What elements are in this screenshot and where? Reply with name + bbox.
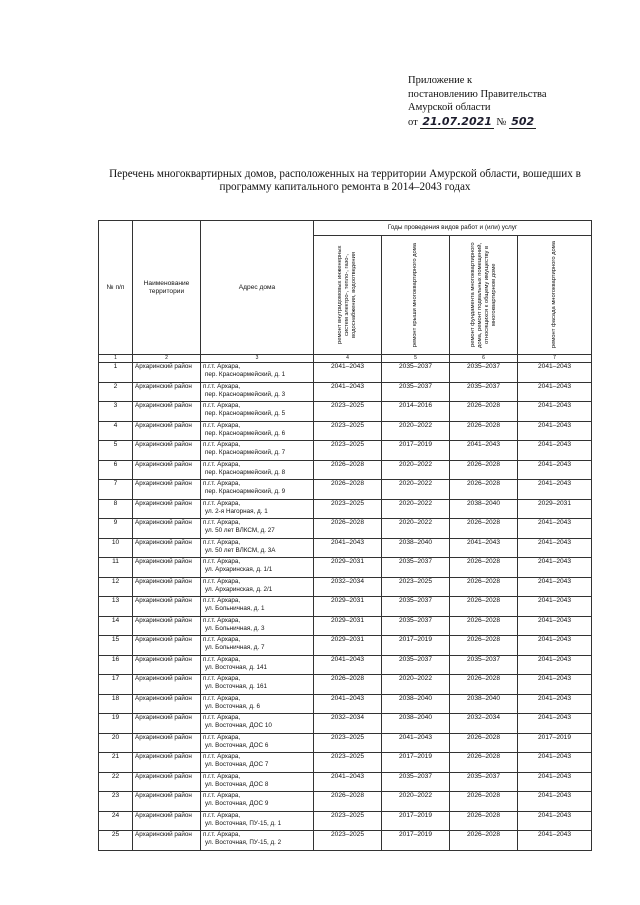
row-number: 8: [99, 499, 133, 519]
row-number: 19: [99, 714, 133, 734]
row-address: [201, 421, 314, 441]
row-address: [201, 382, 314, 402]
table-row: [99, 714, 592, 734]
row-roof-years: 2020–2022: [382, 460, 450, 480]
row-number: 18: [99, 694, 133, 714]
row-foundation-years: 2026–2028: [450, 733, 518, 753]
row-systems-years: 2032–2034: [314, 714, 382, 734]
row-address: [201, 733, 314, 753]
row-facade-years: 2041–2043: [518, 402, 592, 422]
row-foundation-years: 2026–2028: [450, 831, 518, 851]
header-group: Годы проведения видов работ и (или) услуг: [314, 221, 592, 236]
row-address: [201, 558, 314, 578]
address-line-2: ул. Восточная, д. 6: [205, 702, 261, 710]
row-number: 14: [99, 616, 133, 636]
row-roof-years: 2035–2037: [382, 597, 450, 617]
row-systems-years: 2041–2043: [314, 538, 382, 558]
row-address: [201, 694, 314, 714]
row-number: 13: [99, 597, 133, 617]
row-region: Архаринский район: [133, 792, 201, 812]
address-line-2: ул. Больничная, д. 1: [205, 605, 265, 612]
approval-line-2: постановлению Правительства: [408, 88, 547, 100]
approval-number: 502: [511, 114, 535, 128]
row-number: 4: [99, 421, 133, 441]
address-line-1: п.г.т. Архара,: [203, 714, 241, 721]
row-number: 10: [99, 538, 133, 558]
col-number: 1: [99, 355, 133, 363]
address-line-1: п.г.т. Архара,: [203, 441, 241, 448]
row-region: Архаринский район: [133, 363, 201, 383]
row-region: Архаринский район: [133, 772, 201, 792]
row-number: 16: [99, 655, 133, 675]
row-foundation-years: 2026–2028: [450, 753, 518, 773]
row-systems-years: 2041–2043: [314, 694, 382, 714]
address-line-1: п.г.т. Архара,: [203, 538, 241, 546]
address-line-2: ул. Архаринская, д. 1/1: [205, 566, 273, 573]
approval-line-4: [408, 115, 608, 130]
row-systems-years: 2026–2028: [314, 460, 382, 480]
address-line-1: п.г.т. Архара,: [203, 577, 241, 585]
table-row: [99, 499, 592, 519]
row-region: Архаринский район: [133, 402, 201, 422]
row-number: 11: [99, 558, 133, 578]
address-line-1: п.г.т. Архара,: [203, 811, 241, 819]
row-address: [201, 499, 314, 519]
row-number: 17: [99, 675, 133, 695]
col-number: 3: [201, 355, 314, 363]
row-foundation-years: 2038–2040: [450, 694, 518, 714]
row-foundation-years: 2026–2028: [450, 558, 518, 578]
row-foundation-years: 2038–2040: [450, 499, 518, 519]
address-line-2: ул. Восточная, ДОС 7: [205, 761, 269, 768]
row-roof-years: 2035–2037: [382, 616, 450, 636]
address-line-2: ул. 50 лет ВЛКСМ, д. 3А: [205, 546, 276, 554]
row-facade-years: 2041–2043: [518, 577, 592, 597]
table-row: [99, 519, 592, 539]
approval-date: 21.07.2021: [422, 114, 492, 128]
row-region: Архаринский район: [133, 616, 201, 636]
header-address: Адрес дома: [201, 221, 314, 355]
row-number: 2: [99, 382, 133, 402]
row-systems-years: 2041–2043: [314, 655, 382, 675]
row-region: Архаринский район: [133, 577, 201, 597]
table-row: [99, 421, 592, 441]
row-region: Архаринский район: [133, 675, 201, 695]
address-line-1: п.г.т. Архара,: [203, 753, 241, 760]
address-line-1: п.г.т. Архара,: [203, 655, 241, 663]
row-number: 24: [99, 811, 133, 831]
address-line-1: п.г.т. Архара,: [203, 616, 241, 624]
row-facade-years: 2017–2019: [518, 733, 592, 753]
table-row: [99, 441, 592, 461]
row-roof-years: 2023–2025: [382, 577, 450, 597]
row-address: [201, 831, 314, 851]
table-row: [99, 558, 592, 578]
row-roof-years: 2017–2019: [382, 441, 450, 461]
address-line-1: п.г.т. Архара,: [203, 831, 241, 838]
row-number: 9: [99, 519, 133, 539]
row-foundation-years: 2026–2028: [450, 460, 518, 480]
row-region: Архаринский район: [133, 597, 201, 617]
row-facade-years: 2041–2043: [518, 772, 592, 792]
address-line-1: п.г.т. Архара,: [203, 597, 241, 604]
address-line-1: п.г.т. Архара,: [203, 694, 241, 702]
table-row: [99, 655, 592, 675]
row-facade-years: 2041–2043: [518, 597, 592, 617]
table-row: [99, 597, 592, 617]
row-region: Архаринский район: [133, 694, 201, 714]
row-region: Архаринский район: [133, 499, 201, 519]
row-facade-years: 2041–2043: [518, 792, 592, 812]
row-systems-years: 2023–2025: [314, 753, 382, 773]
address-line-2: пер. Красноармейский, д. 9: [205, 488, 286, 495]
row-number: 23: [99, 792, 133, 812]
approval-line-3: Амурской области: [408, 102, 491, 113]
row-facade-years: 2041–2043: [518, 363, 592, 383]
row-number: 12: [99, 577, 133, 597]
row-address: [201, 636, 314, 656]
row-region: Архаринский район: [133, 441, 201, 461]
row-systems-years: 2029–2031: [314, 636, 382, 656]
row-facade-years: 2041–2043: [518, 714, 592, 734]
row-region: Архаринский район: [133, 831, 201, 851]
col-number: 5: [382, 355, 450, 363]
address-line-2: пер. Красноармейский, д. 3: [205, 390, 286, 398]
row-number: 25: [99, 831, 133, 851]
row-roof-years: 2035–2037: [382, 655, 450, 675]
table-row: [99, 402, 592, 422]
address-line-2: ул. Архаринская, д. 2/1: [205, 585, 273, 593]
row-facade-years: 2041–2043: [518, 538, 592, 558]
row-address: [201, 460, 314, 480]
table-row: [99, 480, 592, 500]
row-systems-years: 2026–2028: [314, 792, 382, 812]
row-region: Архаринский район: [133, 558, 201, 578]
address-line-1: п.г.т. Архара,: [203, 499, 241, 507]
row-region: Архаринский район: [133, 636, 201, 656]
row-facade-years: 2041–2043: [518, 675, 592, 695]
address-line-1: п.г.т. Архара,: [203, 382, 241, 390]
row-foundation-years: 2026–2028: [450, 577, 518, 597]
row-region: Архаринский район: [133, 421, 201, 441]
row-region: Архаринский район: [133, 519, 201, 539]
row-foundation-years: 2026–2028: [450, 402, 518, 422]
row-foundation-years: 2026–2028: [450, 421, 518, 441]
row-foundation-years: 2026–2028: [450, 597, 518, 617]
address-line-1: п.г.т. Архара,: [203, 480, 241, 487]
row-foundation-years: 2041–2043: [450, 441, 518, 461]
address-line-2: ул. 2-я Нагорная, д. 1: [205, 507, 268, 515]
row-address: [201, 792, 314, 812]
row-region: Архаринский район: [133, 733, 201, 753]
address-line-2: ул. Восточная, ДОС 10: [205, 722, 272, 729]
address-line-2: ул. Восточная, ПУ-15, д. 2: [205, 839, 282, 846]
address-line-2: ул. Восточная, ПУ-15, д. 1: [205, 819, 282, 827]
row-foundation-years: 2041–2043: [450, 538, 518, 558]
row-facade-years: 2041–2043: [518, 811, 592, 831]
row-roof-years: 2038–2040: [382, 714, 450, 734]
row-foundation-years: 2035–2037: [450, 363, 518, 383]
row-facade-years: 2041–2043: [518, 616, 592, 636]
row-foundation-years: 2026–2028: [450, 636, 518, 656]
approval-block: [408, 74, 608, 129]
row-systems-years: 2029–2031: [314, 616, 382, 636]
row-number: 1: [99, 363, 133, 383]
address-line-1: п.г.т. Архара,: [203, 675, 241, 682]
row-address: [201, 402, 314, 422]
row-foundation-years: 2035–2037: [450, 382, 518, 402]
row-address: [201, 616, 314, 636]
address-line-2: ул. Больничная, д. 3: [205, 624, 265, 632]
address-line-2: пер. Красноармейский, д. 7: [205, 449, 286, 456]
row-roof-years: 2017–2019: [382, 753, 450, 773]
row-address: [201, 519, 314, 539]
table-row: [99, 733, 592, 753]
row-address: [201, 753, 314, 773]
address-line-2: пер. Красноармейский, д. 6: [205, 429, 286, 437]
row-address: [201, 655, 314, 675]
table-row: [99, 811, 592, 831]
row-facade-years: 2029–2031: [518, 499, 592, 519]
row-region: Архаринский район: [133, 480, 201, 500]
table-row: [99, 363, 592, 383]
row-region: Архаринский район: [133, 655, 201, 675]
table-row: [99, 753, 592, 773]
col-number: 6: [450, 355, 518, 363]
row-foundation-years: 2032–2034: [450, 714, 518, 734]
address-line-2: ул. Восточная, д. 141: [205, 663, 268, 671]
address-line-1: п.г.т. Архара,: [203, 792, 241, 799]
header-col6: ремонт фундамента многоквартирного дома, ремонт подвальных помещений, относящихся к общему имуществу в многоквартирном доме: [450, 236, 518, 355]
row-facade-years: 2041–2043: [518, 460, 592, 480]
row-number: 5: [99, 441, 133, 461]
row-systems-years: 2023–2025: [314, 499, 382, 519]
row-number: 15: [99, 636, 133, 656]
row-facade-years: 2041–2043: [518, 441, 592, 461]
row-foundation-years: 2026–2028: [450, 616, 518, 636]
row-roof-years: 2035–2037: [382, 558, 450, 578]
row-number: 20: [99, 733, 133, 753]
header-col5: ремонт крыши многоквартирного дома: [382, 236, 450, 355]
row-address: [201, 597, 314, 617]
address-line-2: пер. Красноармейский, д. 1: [205, 371, 286, 378]
row-systems-years: 2023–2025: [314, 733, 382, 753]
row-number: 22: [99, 772, 133, 792]
row-address: [201, 675, 314, 695]
row-roof-years: 2035–2037: [382, 382, 450, 402]
row-facade-years: 2041–2043: [518, 480, 592, 500]
table-row: [99, 772, 592, 792]
address-line-2: ул. Восточная, ДОС 9: [205, 800, 269, 807]
row-systems-years: 2023–2025: [314, 402, 382, 422]
row-address: [201, 480, 314, 500]
table-row: [99, 577, 592, 597]
row-roof-years: 2020–2022: [382, 480, 450, 500]
row-address: [201, 363, 314, 383]
row-address: [201, 441, 314, 461]
row-address: [201, 772, 314, 792]
row-roof-years: 2014–2016: [382, 402, 450, 422]
address-line-1: п.г.т. Архара,: [203, 363, 241, 370]
row-foundation-years: 2026–2028: [450, 792, 518, 812]
approval-number-label: №: [496, 116, 507, 128]
row-roof-years: 2041–2043: [382, 733, 450, 753]
address-line-1: п.г.т. Архара,: [203, 460, 241, 468]
approval-line-1: Приложение к: [408, 75, 473, 86]
row-systems-years: 2029–2031: [314, 597, 382, 617]
row-region: Архаринский район: [133, 538, 201, 558]
document-title: Перечень многоквартирных домов, расположенных на территории Амурской области, вошедших в программу капитального ремонта в 2014–2043 годах: [109, 168, 581, 193]
row-region: Архаринский район: [133, 753, 201, 773]
row-systems-years: 2023–2025: [314, 831, 382, 851]
row-region: Архаринский район: [133, 714, 201, 734]
row-address: [201, 714, 314, 734]
row-facade-years: 2041–2043: [518, 636, 592, 656]
row-number: 7: [99, 480, 133, 500]
row-number: 21: [99, 753, 133, 773]
row-facade-years: 2041–2043: [518, 382, 592, 402]
row-roof-years: 2017–2019: [382, 811, 450, 831]
table-row: [99, 792, 592, 812]
table-body: [99, 363, 592, 851]
row-facade-years: 2041–2043: [518, 558, 592, 578]
row-roof-years: 2020–2022: [382, 792, 450, 812]
table-row: [99, 382, 592, 402]
table-row: [99, 636, 592, 656]
address-line-2: ул. Больничная, д. 7: [205, 644, 265, 651]
row-facade-years: 2041–2043: [518, 831, 592, 851]
address-line-2: ул. 50 лет ВЛКСМ, д. 27: [205, 527, 275, 534]
row-systems-years: 2041–2043: [314, 772, 382, 792]
row-roof-years: 2020–2022: [382, 519, 450, 539]
row-systems-years: 2026–2028: [314, 480, 382, 500]
col-number: 7: [518, 355, 592, 363]
address-line-2: ул. Восточная, ДОС 6: [205, 741, 269, 749]
row-number: 3: [99, 402, 133, 422]
row-roof-years: 2020–2022: [382, 499, 450, 519]
address-line-1: п.г.т. Архара,: [203, 733, 241, 741]
address-line-1: п.г.т. Архара,: [203, 519, 241, 526]
address-line-1: п.г.т. Архара,: [203, 402, 241, 409]
address-line-1: п.г.т. Архара,: [203, 772, 241, 780]
row-region: Архаринский район: [133, 811, 201, 831]
row-roof-years: 2020–2022: [382, 675, 450, 695]
row-roof-years: 2035–2037: [382, 772, 450, 792]
row-systems-years: 2023–2025: [314, 441, 382, 461]
row-roof-years: 2035–2037: [382, 363, 450, 383]
address-line-2: ул. Восточная, д. 161: [205, 683, 268, 690]
approval-from-label: от: [408, 116, 418, 128]
row-foundation-years: 2026–2028: [450, 519, 518, 539]
row-roof-years: 2038–2040: [382, 694, 450, 714]
col-number: 4: [314, 355, 382, 363]
table-row: [99, 831, 592, 851]
address-line-2: пер. Красноармейский, д. 8: [205, 468, 286, 476]
housing-table: [98, 220, 592, 851]
row-systems-years: 2041–2043: [314, 382, 382, 402]
header-num: № п/п: [99, 221, 133, 355]
row-foundation-years: 2035–2037: [450, 655, 518, 675]
table-row: [99, 694, 592, 714]
row-address: [201, 811, 314, 831]
row-roof-years: 2038–2040: [382, 538, 450, 558]
row-foundation-years: 2026–2028: [450, 480, 518, 500]
row-facade-years: 2041–2043: [518, 694, 592, 714]
row-systems-years: 2023–2025: [314, 811, 382, 831]
address-line-1: п.г.т. Архара,: [203, 636, 241, 643]
row-systems-years: 2041–2043: [314, 363, 382, 383]
row-address: [201, 538, 314, 558]
row-roof-years: 2017–2019: [382, 831, 450, 851]
row-facade-years: 2041–2043: [518, 519, 592, 539]
address-line-2: ул. Восточная, ДОС 8: [205, 780, 269, 788]
row-facade-years: 2041–2043: [518, 753, 592, 773]
row-region: Архаринский район: [133, 382, 201, 402]
row-systems-years: 2026–2028: [314, 675, 382, 695]
address-line-2: пер. Красноармейский, д. 5: [205, 410, 286, 417]
col-number: 2: [133, 355, 201, 363]
row-systems-years: 2029–2031: [314, 558, 382, 578]
row-systems-years: 2026–2028: [314, 519, 382, 539]
row-roof-years: 2017–2019: [382, 636, 450, 656]
row-foundation-years: 2035–2037: [450, 772, 518, 792]
row-facade-years: 2041–2043: [518, 421, 592, 441]
row-roof-years: 2020–2022: [382, 421, 450, 441]
address-line-1: п.г.т. Архара,: [203, 421, 241, 429]
header-col4: ремонт внутридомовых инженерных систем электро-, тепло-, газо-, водоснабжения, водоотведения: [314, 236, 382, 355]
header-col7: ремонт фасада многоквартирного дома: [518, 236, 592, 355]
row-number: 6: [99, 460, 133, 480]
row-systems-years: 2023–2025: [314, 421, 382, 441]
row-foundation-years: 2026–2028: [450, 811, 518, 831]
table-row: [99, 616, 592, 636]
row-address: [201, 577, 314, 597]
row-region: Архаринский район: [133, 460, 201, 480]
table-row: [99, 538, 592, 558]
row-systems-years: 2032–2034: [314, 577, 382, 597]
header-region: Наименование территории: [133, 221, 201, 355]
row-facade-years: 2041–2043: [518, 655, 592, 675]
address-line-1: п.г.т. Архара,: [203, 558, 241, 565]
table-row: [99, 675, 592, 695]
column-numbers-row: [99, 355, 592, 363]
row-foundation-years: 2026–2028: [450, 675, 518, 695]
table-row: [99, 460, 592, 480]
